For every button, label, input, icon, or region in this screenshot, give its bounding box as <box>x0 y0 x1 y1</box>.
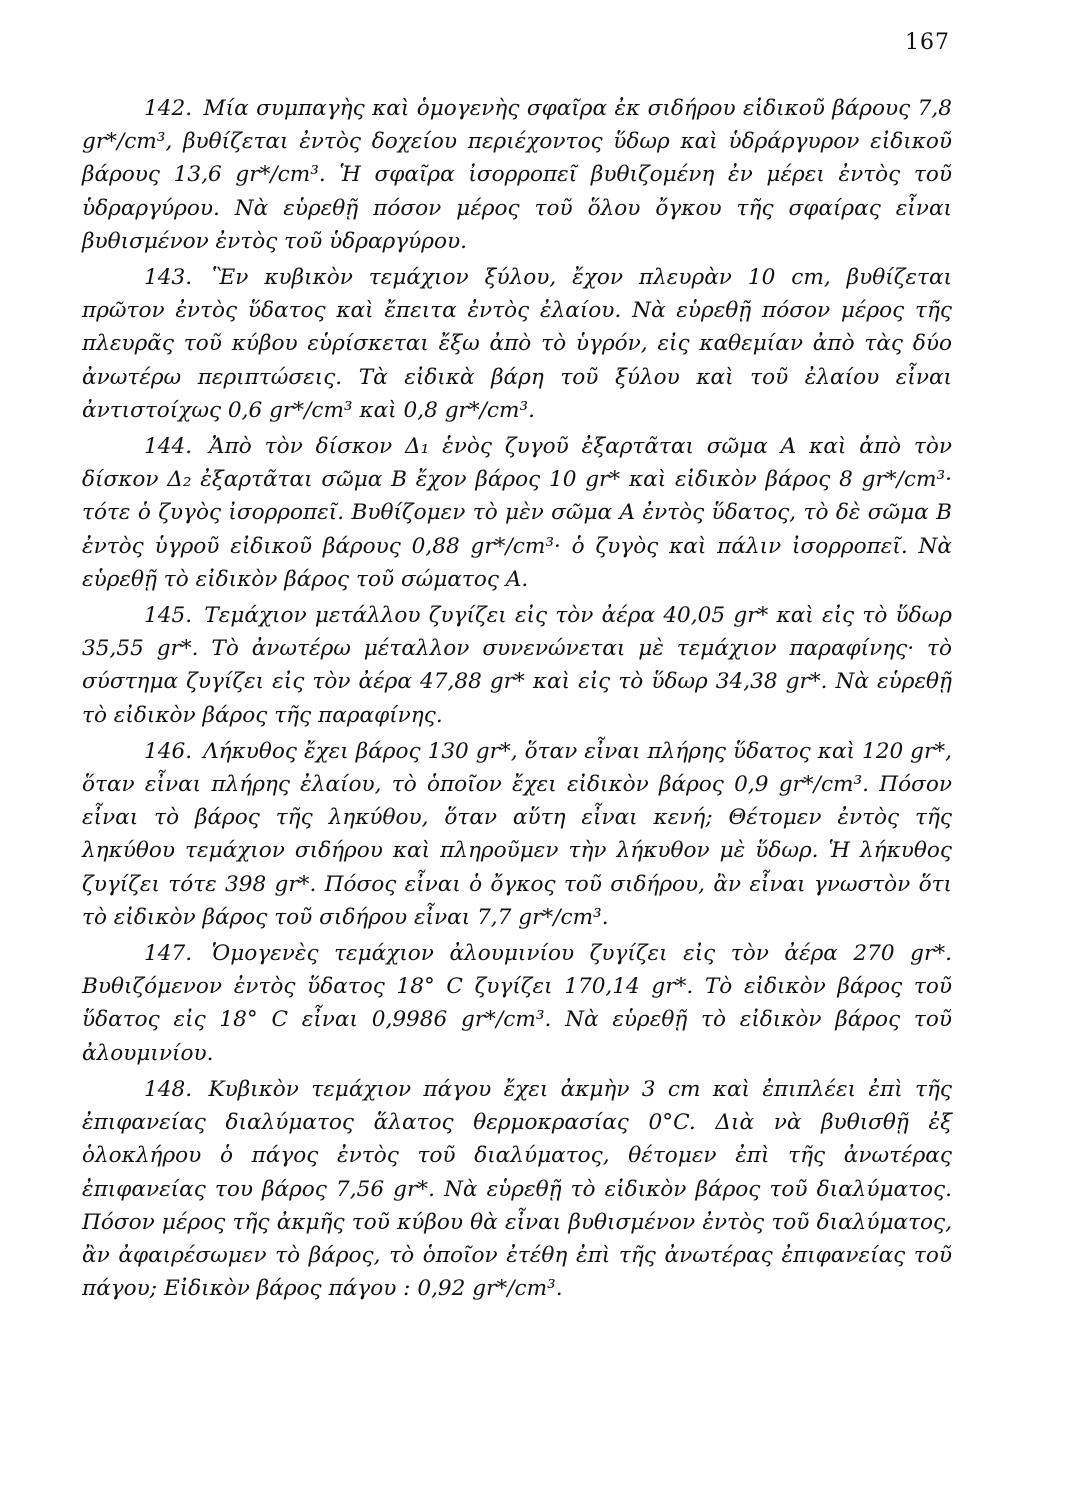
problem-text: Ἓν κυβικὸν τεμάχιον ξύλου, ἔχον πλευρὰν 10 cm, βυθίζεται πρῶτον ἐντὸς ὕδατος καὶ ἔπειτα ἐντὸς ἐλαίου. Νὰ εὑρεθῇ πόσον μέρος τῆς πλευρᾶς τοῦ κύβου εὑρίσκεται ἔξω ἀπὸ τὸ ὑγρόν, εἰς καθεμίαν ἀπὸ τὰς δύο ἀνωτέρω περιπτώσεις. Τὰ εἰδικὰ βάρη τοῦ ξύλου καὶ τοῦ ἐλαίου εἶναι ἀντιστοίχως 0,6 gr*/cm³ καὶ 0,8 gr*/cm³. <box>82 265 952 423</box>
problem-text: Ἀπὸ τὸν δίσκον Δ₁ ἑνὸς ζυγοῦ ἐξαρτᾶται σῶμα Α καὶ ἀπὸ τὸν δίσκον Δ₂ ἐξαρτᾶται σῶμα Β ἔχον βάρος 10 gr* καὶ εἰδικὸν βάρος 8 gr*/cm³· τότε ὁ ζυγὸς ἰσορροπεῖ. Βυθίζομεν τὸ μὲν σῶμα Α ἐντὸς ὕδατος, τὸ δὲ σῶμα Β ἐντὸς ὑγροῦ εἰδικοῦ βάρους 0,88 gr*/cm³· ὁ ζυγὸς καὶ πάλιν ἰσορροπεῖ. Νὰ εὑρεθῇ τὸ εἰδικὸν βάρος τοῦ σώματος Α. <box>82 434 952 592</box>
problem-number: 142. <box>144 96 193 121</box>
problem-number: 143. <box>144 265 193 291</box>
problem-number: 146. <box>144 738 193 764</box>
problem-143 <box>82 261 952 427</box>
problem-148 <box>82 1073 952 1305</box>
problem-text: Ὁμογενὲς τεμάχιον ἀλουμινίου ζυγίζει εἰς τὸν ἀέρα 270 gr*. Βυθιζόμενον ἐντὸς ὕδατος 18° C ζυγίζει 170,14 gr*. Τὸ εἰδικὸν βάρος τοῦ ὕδατος εἰς 18° C εἶναι 0,9986 gr*/cm³. Νὰ εὑρεθῇ τὸ εἰδικὸν βάρος τοῦ ἀλουμινίου. <box>82 941 952 1066</box>
problem-147 <box>82 937 952 1070</box>
problem-144 <box>82 430 952 596</box>
problem-text: Κυβικὸν τεμάχιον πάγου ἔχει ἀκμὴν 3 cm καὶ ἐπιπλέει ἐπὶ τῆς ἐπιφανείας διαλύματος ἅλατος θερμοκρασίας 0°C. Διὰ νὰ βυθισθῇ ἐξ ὁλοκλήρου ὁ πάγος ἐντὸς τοῦ διαλύματος, θέτομεν ἐπὶ τῆς ἀνωτέρας ἐπιφανείας του βάρος 7,56 gr*. Νὰ εὑρεθῇ τὸ εἰδικὸν βάρος τοῦ διαλύματος. Πόσον μέρος τῆς ἀκμῆς τοῦ κύβου θὰ εἶναι βυθισμένον ἐντὸς τοῦ διαλύματος, ἂν ἀφαιρέσωμεν τὸ βάρος, τὸ ὁποῖον ἐτέθη ἐπὶ τῆς ἀνωτέρας ἐπιφανείας τοῦ πάγου; Εἰδικὸν βάρος πάγου : 0,92 gr*/cm³. <box>82 1076 952 1302</box>
problem-list <box>82 92 952 1308</box>
problem-146 <box>82 735 952 934</box>
problem-number: 144. <box>144 434 193 460</box>
problem-number: 148. <box>144 1076 193 1102</box>
problem-number: 147. <box>144 941 193 967</box>
problem-text: Λήκυθος ἔχει βάρος 130 gr*, ὅταν εἶναι πλήρης ὕδατος καὶ 120 gr*, ὅταν εἶναι πλήρης ἐλαίου, τὸ ὁποῖον ἔχει εἰδικὸν βάρος 0,9 gr*/cm³. Πόσον εἶναι τὸ βάρος τῆς ληκύθου, ὅταν αὕτη εἶναι κενή; Θέτομεν ἐντὸς τῆς ληκύθου τεμάχιον σιδήρου καὶ πληροῦμεν τὴν λήκυθον μὲ ὕδωρ. Ἡ λήκυθος ζυγίζει τότε 398 gr*. Πόσος εἶναι ὁ ὄγκος τοῦ σιδήρου, ἂν εἶναι γνωστὸν ὅτι τὸ εἰδικὸν βάρος τοῦ σιδήρου εἶναι 7,7 gr*/cm³. <box>82 738 952 930</box>
problem-145 <box>82 599 952 732</box>
problem-142 <box>82 92 952 258</box>
problem-text: Τεμάχιον μετάλλου ζυγίζει εἰς τὸν ἀέρα 40,05 gr* καὶ εἰς τὸ ὕδωρ 35,55 gr*. Τὸ ἀνωτέρω μέταλλον συνενώνεται μὲ τεμάχιον παραφίνης· τὸ σύστημα ζυγίζει εἰς τὸν ἀέρα 47,88 gr* καὶ εἰς τὸ ὕδωρ 34,38 gr*. Νὰ εὑρεθῇ τὸ εἰδικὸν βάρος τῆς παραφίνης. <box>82 603 952 728</box>
page-number: 167 <box>905 30 950 55</box>
problem-number: 145. <box>144 603 193 629</box>
problem-text: Μία συμπαγὴς καὶ ὁμογενὴς σφαῖρα ἐκ σιδήρου εἰδικοῦ βάρους 7,8 gr*/cm³, βυθίζεται ἐντὸς δοχείου περιέχοντος ὕδωρ καὶ ὑδράργυρον εἰδικοῦ βάρους 13,6 gr*/cm³. Ἡ σφαῖρα ἰσορροπεῖ βυθιζομένη ἐν μέρει ἐντὸς τοῦ ὑδραργύρου. Νὰ εὑρεθῇ πόσον μέρος τοῦ ὅλου ὄγκου τῆς σφαίρας εἶναι βυθισμένον ἐντὸς τοῦ ὑδραργύρου. <box>82 96 952 254</box>
